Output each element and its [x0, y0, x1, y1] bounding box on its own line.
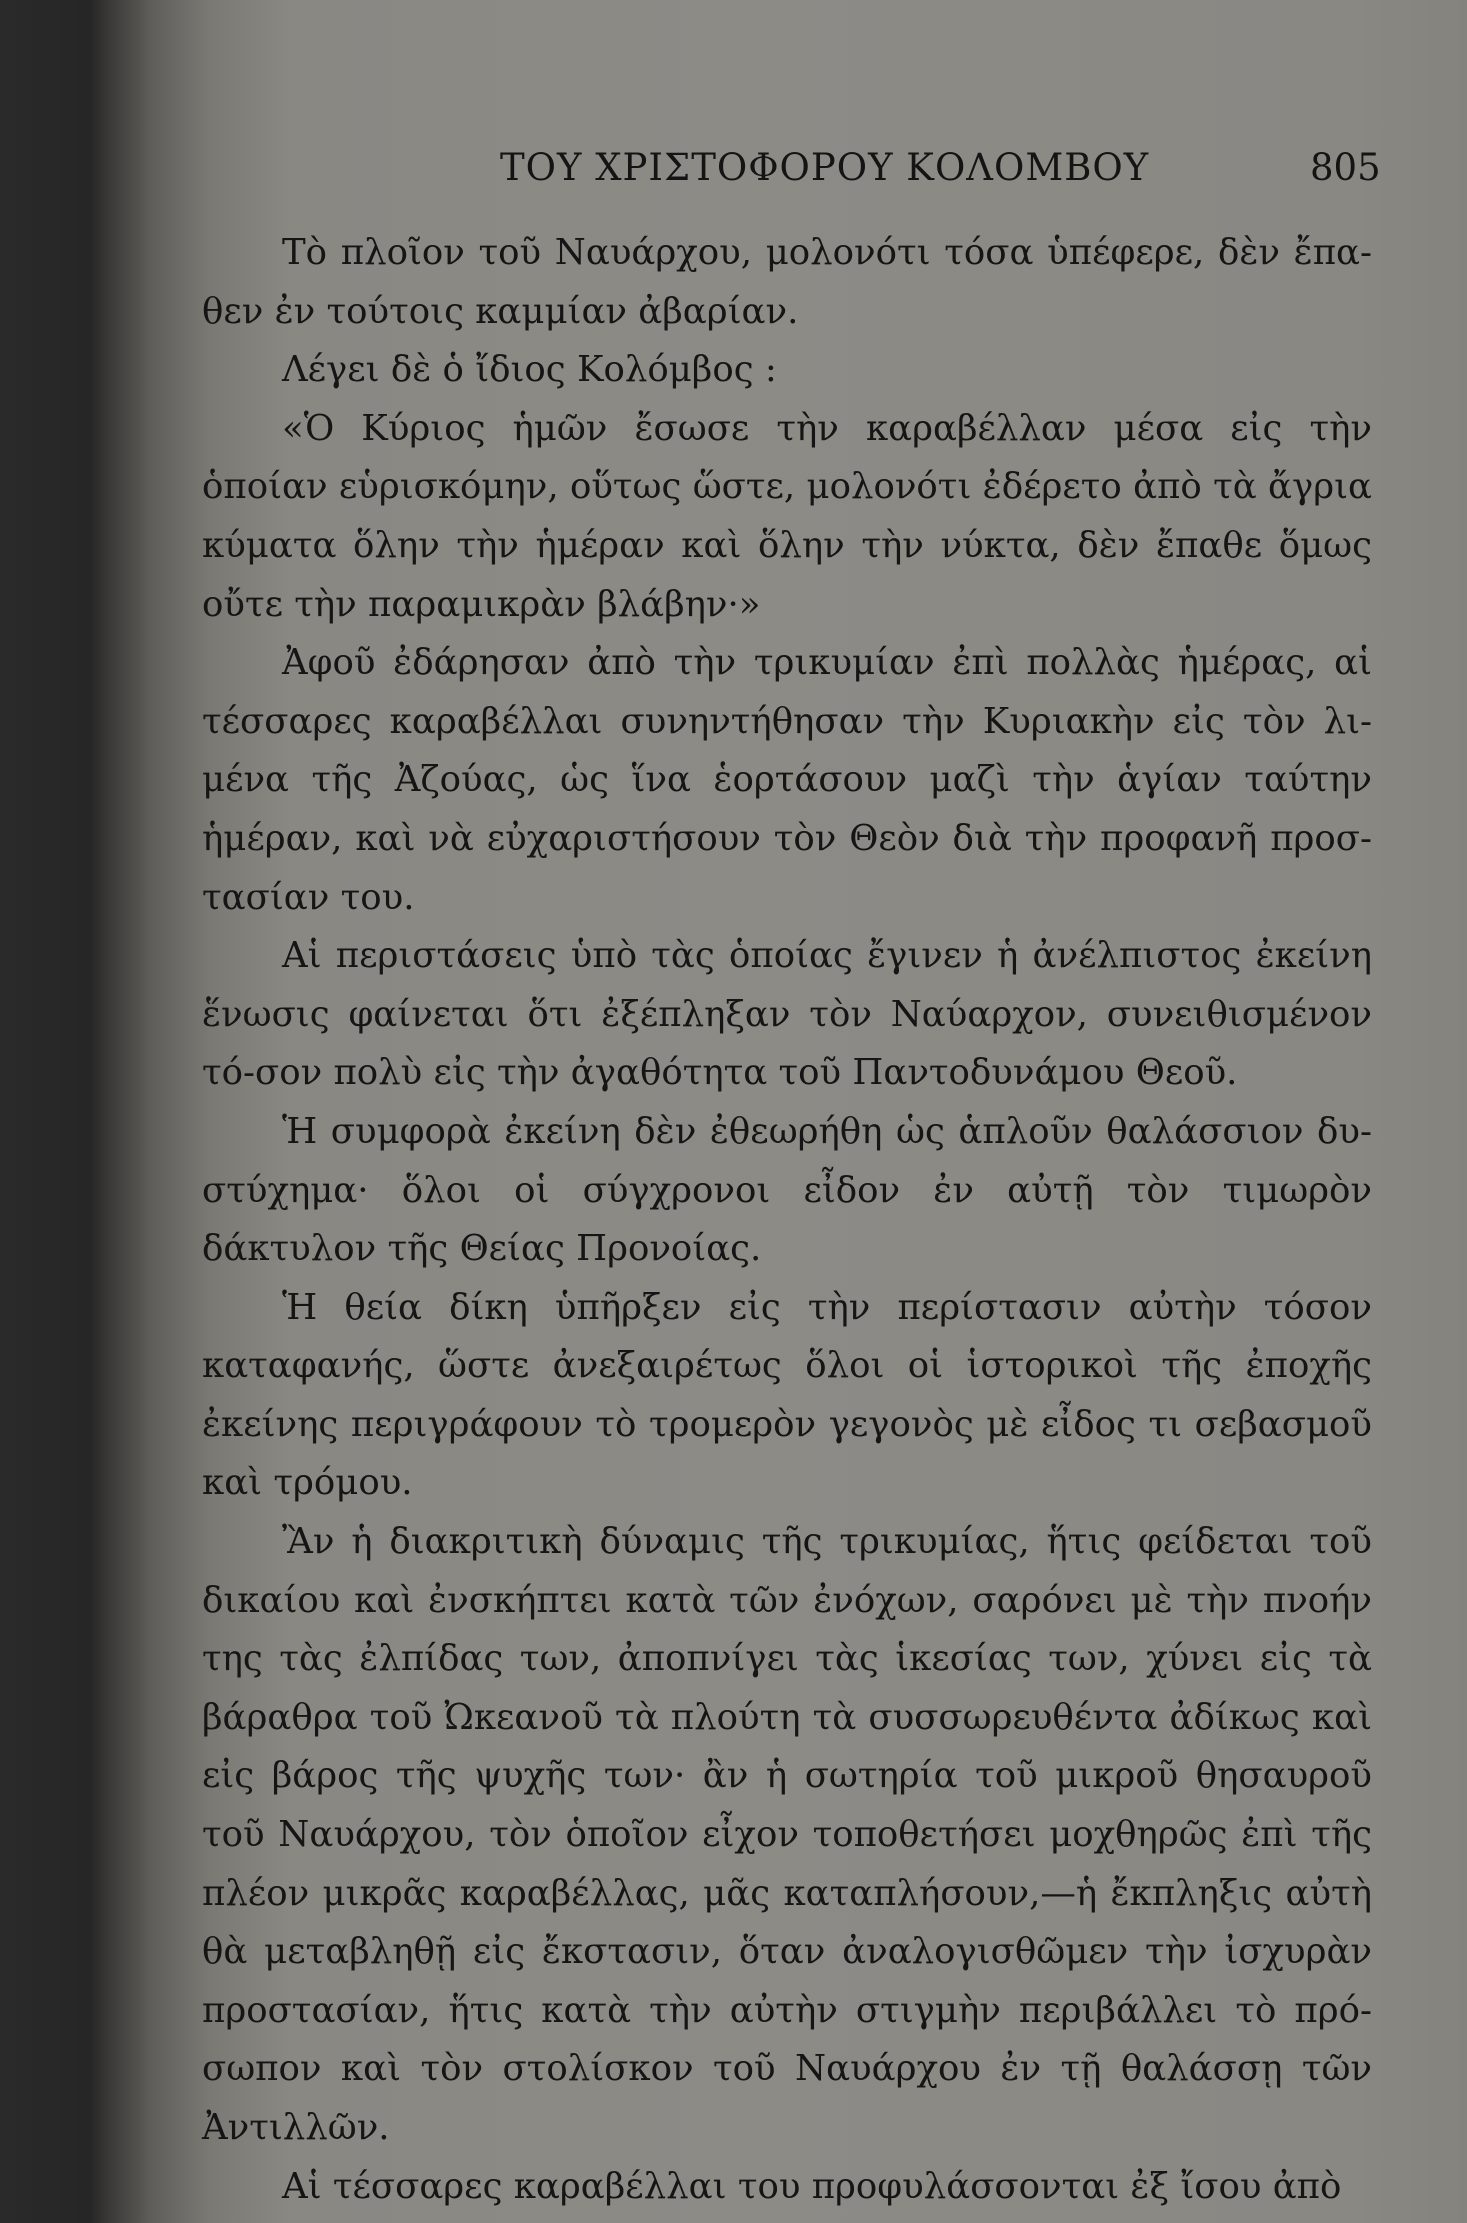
paragraph: «Ὁ Κύριος ἡμῶν ἔσωσε τὴν καραβέλλαν μέσα εἰς τὴν ὁποίαν εὑρισκόμην, οὕτως ὥστε, μολονότι ἐδέρετο ἀπὸ τὰ ἄγρια κύματα ὅλην τὴν ἡμέραν καὶ ὅλην τὴν νύκτα, δὲν ἔπαθε ὅμως οὔτε τὴν παραμικρὰν βλάβην·» — [202, 407, 1372, 625]
paragraph: Ἀφοῦ ἐδάρησαν ἀπὸ τὴν τρικυμίαν ἐπὶ πολλὰς ἡμέρας, αἱ τέσσαρες καραβέλλαι συνηντήθησαν τὴν Κυριακὴν εἰς τὸν λι-μένα τῆς Ἀζούας, ὡς ἵνα ἑορτάσουν μαζὶ τὴν ἁγίαν ταύτην ἡμέραν, καὶ νὰ εὐχαριστήσουν τὸν Θεὸν διὰ τὴν προφανῆ προσ-τασίαν του. — [202, 642, 1372, 918]
page-number: 805 — [1310, 146, 1381, 189]
paragraph: Ἡ θεία δίκη ὑπῆρξεν εἰς τὴν περίστασιν αὐτὴν τόσον καταφανής, ὥστε ἀνεξαιρέτως ὅλοι οἱ ἱστορικοὶ τῆς ἐποχῆς ἐκείνης περιγράφουν τὸ τρομερὸν γεγονὸς μὲ εἶδος τι σεβασμοῦ καὶ τρόμου. — [202, 1286, 1372, 1504]
paragraph: Λέγει δὲ ὁ ἴδιος Κολόμβος : — [282, 349, 777, 391]
paragraph: Αἱ τέσσαρες καραβέλλαι του προφυλάσσονται ἐξ ἴσου ἀπὸ — [282, 2165, 1342, 2207]
page-header — [150, 140, 1381, 200]
book-gutter — [0, 0, 160, 2223]
running-title: ΤΟΥ ΧΡΙΣΤΟΦΟΡΟΥ ΚΟΛΟΜΒΟΥ — [500, 146, 1150, 189]
book-page — [150, 0, 1467, 2223]
paragraph: Ἡ συμφορὰ ἐκείνη δὲν ἐθεωρήθη ὡς ἁπλοῦν θαλάσσιον δυ-στύχημα· ὅλοι οἱ σύγχρονοι εἶδον ἐν αὐτῇ τὸν τιμωρὸν δάκτυλον τῆς Θείας Προνοίας. — [202, 1110, 1372, 1270]
paragraph: Ἂν ἡ διακριτικὴ δύναμις τῆς τρικυμίας, ἥτις φείδεται τοῦ δικαίου καὶ ἐνσκήπτει κατὰ τῶν ἐνόχων, σαρόνει μὲ τὴν πνοήν της τὰς ἐλπίδας των, ἀποπνίγει τὰς ἱκεσίας των, χύνει εἰς τὰ βάραθρα τοῦ Ὠκεανοῦ τὰ πλούτη τὰ συσσωρευθέντα ἀδίκως καὶ εἰς βάρος τῆς ψυχῆς των· ἂν ἡ σωτηρία τοῦ μικροῦ θησαυροῦ τοῦ Ναυάρχου, τὸν ὁποῖον εἶχον τοποθετήσει μοχθηρῶς ἐπὶ τῆς πλέον μικρᾶς καραβέλλας, μᾶς καταπλήσουν,—ἡ ἔκπληξις αὐτὴ θὰ μεταβληθῇ εἰς ἔκστασιν, ὅταν ἀναλογισθῶμεν τὴν ἰσχυρὰν προστασίαν, ἥτις κατὰ τὴν αὐτὴν στιγμὴν περιβάλλει τὸ πρό-σωπον καὶ τὸν στολίσκον τοῦ Ναυάρχου ἐν τῇ θαλάσσῃ τῶν Ἀντιλλῶν. — [202, 1521, 1372, 2148]
body-text — [202, 224, 1372, 2216]
paragraph: Τὸ πλοῖον τοῦ Ναυάρχου, μολονότι τόσα ὑπέφερε, δὲν ἔπα-θεν ἐν τούτοις καμμίαν ἀβαρίαν. — [202, 232, 1372, 332]
paragraph: Αἱ περιστάσεις ὑπὸ τὰς ὁποίας ἔγινεν ἡ ἀνέλπιστος ἐκείνη ἕνωσις φαίνεται ὅτι ἐξέπληξαν τὸν Ναύαρχον, συνειθισμένον τό-σον πολὺ εἰς τὴν ἀγαθότητα τοῦ Παντοδυνάμου Θεοῦ. — [202, 935, 1372, 1094]
